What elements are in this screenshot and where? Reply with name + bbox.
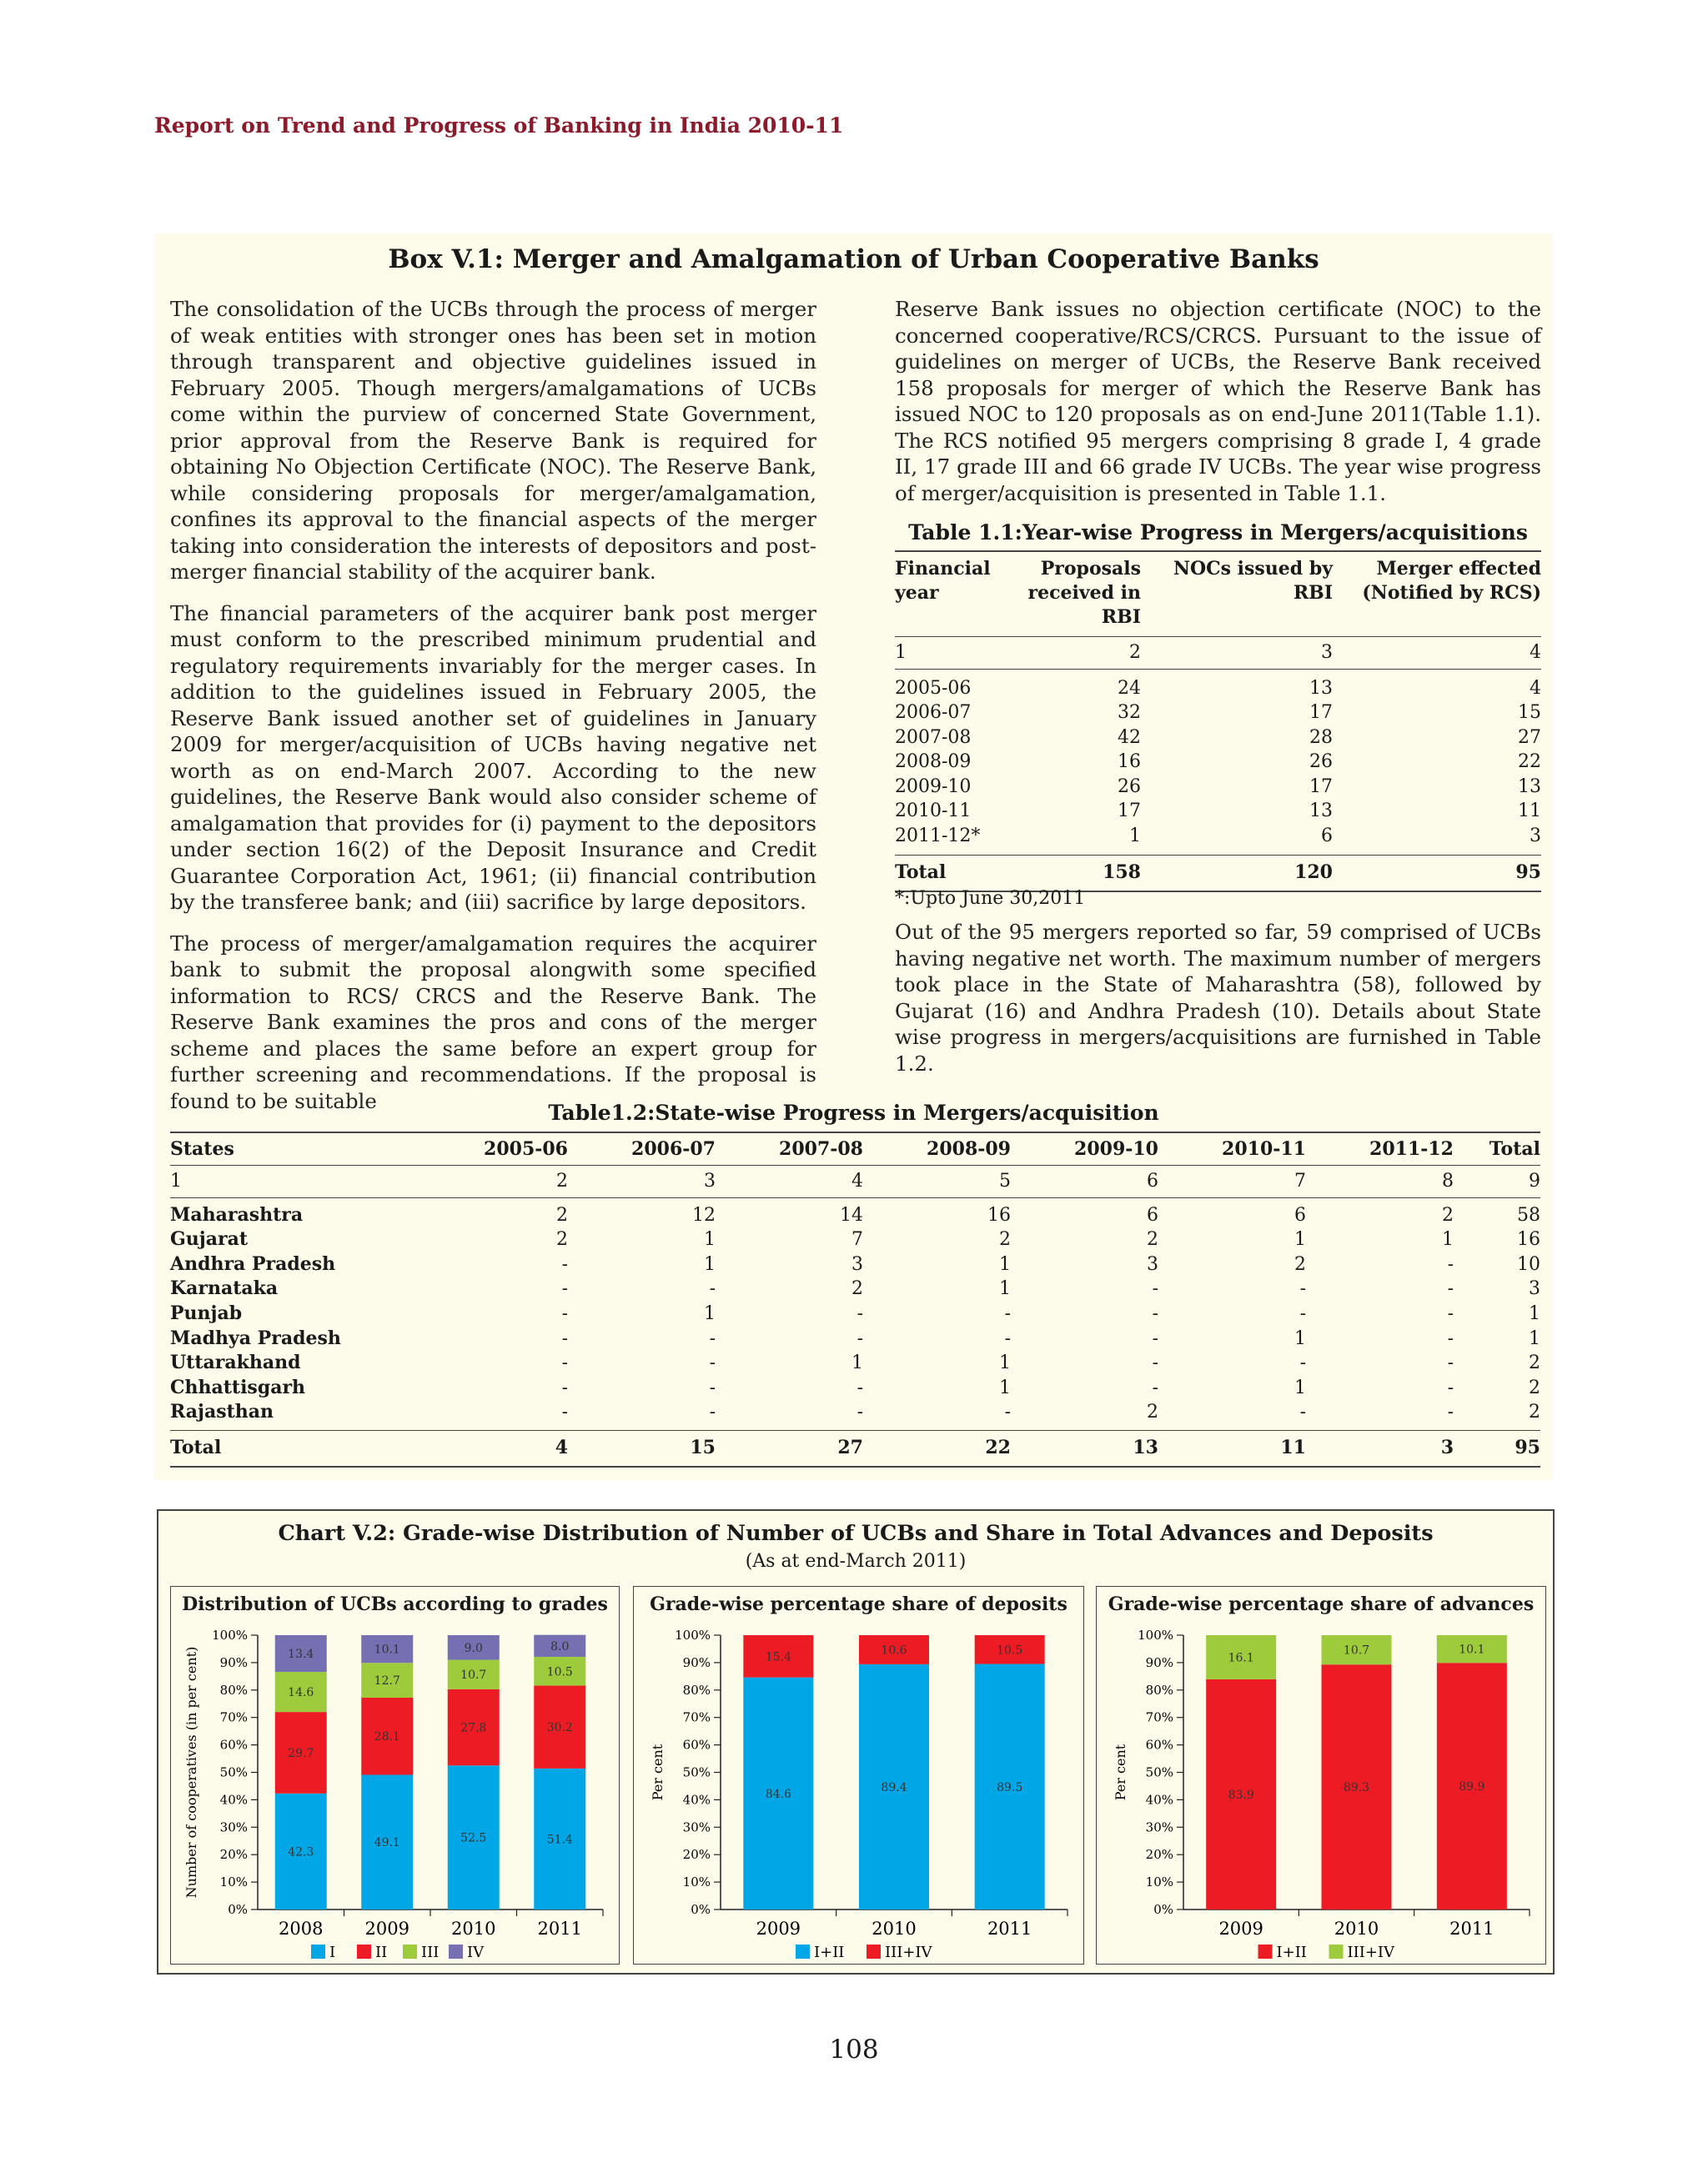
running-head: Report on Trend and Progress of Banking in India 2010-11	[154, 113, 844, 138]
table12-cell: 2	[556, 1171, 568, 1192]
chart-grades-svg	[171, 1587, 618, 1963]
x-tick-label: 2011	[537, 1919, 582, 1939]
table12-cell: 9	[1529, 1171, 1540, 1192]
table12-row	[170, 1376, 1540, 1401]
bar-data-label: 8.0	[550, 1639, 570, 1654]
legend-swatch	[403, 1945, 417, 1959]
bar-data-label: 42.3	[288, 1845, 314, 1859]
table12-cell: 2	[1529, 1377, 1540, 1398]
box-left-column	[170, 296, 816, 1129]
table12-cell: 1	[999, 1377, 1011, 1398]
table12-cell: -	[1299, 1278, 1306, 1300]
bar-data-label: 89.4	[881, 1780, 907, 1794]
y-tick-label: 30%	[1145, 1819, 1173, 1835]
table11-row	[895, 669, 1541, 700]
table12-cell: 1	[1294, 1327, 1306, 1349]
y-tick-label: 90%	[219, 1654, 248, 1670]
table12-total-cell: 13	[1133, 1436, 1158, 1458]
table12-cell: -	[1152, 1302, 1158, 1324]
table12-header: 2006-07	[631, 1138, 716, 1160]
table11-colnum-row	[895, 637, 1541, 670]
table12-cell: -	[857, 1302, 863, 1324]
table11-cell: 32	[1118, 702, 1141, 723]
table12-cell: 2	[1147, 1229, 1158, 1251]
table12-cell: 1	[999, 1253, 1011, 1275]
chart-title: Chart V.2: Grade-wise Distribution of Number of UCBs and Share in Total Advances and Deposits	[278, 1521, 1434, 1546]
bar-data-label: 9.0	[464, 1641, 483, 1655]
y-tick-label: 70%	[1145, 1709, 1173, 1725]
table12-cell: -	[709, 1278, 716, 1300]
y-axis-label: Per cent	[650, 1744, 666, 1801]
bar-data-label: 10.5	[546, 1665, 573, 1679]
y-tick-label: 50%	[682, 1764, 711, 1780]
table12-cell: -	[1447, 1352, 1454, 1374]
table11-cell: 26	[1309, 751, 1333, 772]
bar-data-label: 10.6	[881, 1644, 907, 1658]
y-axis-label: Per cent	[1113, 1744, 1128, 1801]
table12-state-cell: Madhya Pradesh	[170, 1327, 341, 1349]
table11-cell: 4	[1530, 642, 1541, 663]
y-tick-label: 10%	[1145, 1874, 1173, 1890]
table12-total-cell: 27	[837, 1436, 863, 1458]
table12-cell: -	[1152, 1377, 1158, 1398]
right-paragraph-2: Out of the 95 mergers reported so far, 59 comprised of UCBs having negative net worth. The maximum number of mergers took place in the State of Maharashtra (58), followed by Gujarat (16) and Andhra Pradesh (10). Details about State wise progress in mergers/acquisitions are furnished in Table 1.2.	[895, 920, 1541, 1076]
table12-cell: -	[561, 1377, 568, 1398]
table12-total-cell: 4	[555, 1436, 568, 1458]
table12-cell: 58	[1517, 1204, 1540, 1226]
table12-cell: 2	[1147, 1402, 1158, 1423]
table12-state-cell: Maharashtra	[170, 1203, 304, 1226]
table12-cell: -	[1299, 1402, 1306, 1423]
x-tick-label: 2011	[987, 1919, 1032, 1939]
table12-cell: -	[1152, 1352, 1158, 1374]
table11-cell: 1	[895, 642, 907, 663]
table12-header-row	[170, 1132, 1540, 1166]
table12-cell: 1	[999, 1352, 1011, 1374]
table11-row	[895, 750, 1541, 775]
table11	[895, 550, 1541, 892]
table11-row	[895, 799, 1541, 824]
table12-cell: 4	[851, 1171, 863, 1192]
table11-cell: 3	[1530, 825, 1541, 846]
panel-title: Distribution of UCBs according to grades	[182, 1593, 608, 1615]
bar-data-label: 10.7	[1343, 1644, 1370, 1658]
legend-swatch	[1258, 1945, 1273, 1959]
legend-swatch	[1329, 1945, 1344, 1959]
y-tick-label: 100%	[675, 1628, 711, 1643]
legend-label: IV	[467, 1944, 485, 1961]
bar-data-label: 89.5	[997, 1780, 1023, 1794]
legend-label: II	[375, 1944, 388, 1961]
table12-cell: 1	[1529, 1302, 1540, 1324]
x-tick-label: 2009	[1218, 1919, 1263, 1939]
table12-header: Total	[1489, 1138, 1540, 1160]
table11-cell: 4	[1530, 677, 1541, 699]
y-tick-label: 100%	[212, 1628, 248, 1643]
table11-total-row	[895, 856, 1541, 891]
table12-row	[170, 1227, 1540, 1252]
y-tick-label: 40%	[1145, 1792, 1173, 1808]
y-tick-label: 40%	[682, 1792, 711, 1808]
bar-data-label: 28.1	[374, 1730, 400, 1744]
y-tick-label: 20%	[219, 1847, 248, 1863]
table11-cell: 2011-12*	[895, 825, 981, 846]
table12-header: 2008-09	[927, 1138, 1011, 1160]
table11-row	[895, 775, 1541, 800]
x-tick-label: 2011	[1449, 1919, 1494, 1939]
x-tick-label: 2008	[279, 1919, 324, 1939]
box-right-column	[895, 296, 1541, 521]
table11-cell: 17	[1309, 702, 1333, 723]
y-tick-label: 80%	[682, 1682, 711, 1698]
table12-cell: 8	[1442, 1171, 1454, 1192]
table12-cell: 10	[1517, 1253, 1540, 1275]
y-tick-label: 90%	[682, 1654, 711, 1670]
legend-swatch	[449, 1945, 463, 1959]
table12-cell: -	[561, 1352, 568, 1374]
chart-subtitle: (As at end-March 2011)	[745, 1551, 967, 1572]
bar-data-label: 15.4	[765, 1650, 791, 1664]
bar-data-label: 29.7	[288, 1746, 314, 1760]
table11-cell: 28	[1309, 726, 1333, 748]
table12-total-cell: 15	[690, 1436, 716, 1458]
table12-title: Table1.2:State-wise Progress in Mergers/acquisition	[548, 1101, 1159, 1125]
table11-cell: 2009-10	[895, 775, 972, 797]
y-tick-label: 40%	[219, 1792, 248, 1808]
table12-row	[170, 1351, 1540, 1376]
table12-cell: -	[709, 1327, 716, 1349]
table11-row	[895, 700, 1541, 725]
table11-cell: 2	[1129, 642, 1141, 663]
y-tick-label: 60%	[1145, 1737, 1173, 1753]
table12-cell: -	[561, 1253, 568, 1275]
table12-cell: 2	[556, 1204, 568, 1226]
box-right-column-lower	[895, 919, 1541, 1092]
table12-cell: -	[1447, 1278, 1454, 1300]
table12-state-cell: Chhattisgarh	[170, 1376, 306, 1398]
y-tick-label: 10%	[219, 1874, 248, 1890]
legend-label: I	[329, 1944, 336, 1961]
table12-total-cell: 3	[1440, 1436, 1454, 1458]
table11-cell: 17	[1118, 800, 1141, 821]
table11-title: Table 1.1:Year-wise Progress in Mergers/acquisitions	[908, 520, 1528, 545]
bar-data-label: 14.6	[288, 1686, 314, 1700]
y-tick-label: 60%	[682, 1737, 711, 1753]
table11-row	[895, 824, 1541, 856]
bar-data-label: 89.9	[1459, 1780, 1485, 1794]
table12-state-cell: Punjab	[170, 1302, 243, 1324]
table12-row	[170, 1327, 1540, 1352]
bar-data-label: 16.1	[1228, 1651, 1254, 1665]
table12-body	[170, 1166, 1540, 1467]
legend-label: III	[421, 1944, 440, 1961]
page-number: 108	[829, 2035, 879, 2065]
table12	[170, 1132, 1540, 1468]
table11-cell: 16	[1118, 751, 1141, 772]
y-tick-label: 50%	[219, 1764, 248, 1780]
table12-cell: 14	[840, 1204, 863, 1226]
table11-cell: 3	[1321, 642, 1333, 663]
table12-cell: 1	[851, 1352, 863, 1374]
table12-cell: 1	[1294, 1229, 1306, 1251]
y-tick-label: 0%	[228, 1902, 248, 1917]
legend-swatch	[867, 1945, 881, 1959]
table12-row	[170, 1277, 1540, 1302]
table12-cell: -	[709, 1377, 716, 1398]
x-tick-label: 2009	[756, 1919, 801, 1939]
table12-colnum-row	[170, 1166, 1540, 1198]
y-tick-label: 0%	[691, 1902, 711, 1917]
table12-cell: -	[1447, 1327, 1454, 1349]
table12-cell: -	[709, 1352, 716, 1374]
table12-header: 2009-10	[1074, 1138, 1158, 1160]
bar-data-label: 52.5	[460, 1831, 487, 1845]
table11-total-cell: Total	[895, 861, 947, 883]
table11-header-row	[895, 551, 1541, 637]
y-tick-label: 80%	[219, 1682, 248, 1698]
table12-state-cell: Karnataka	[170, 1277, 279, 1300]
table12-cell: 3	[704, 1171, 716, 1192]
table12-state-cell: Rajasthan	[170, 1401, 274, 1423]
y-tick-label: 20%	[682, 1847, 711, 1863]
panel-title: Grade-wise percentage share of advances	[1108, 1593, 1535, 1615]
table12-cell: 2	[1294, 1253, 1306, 1275]
table11-header: Proposals received in RBI	[1027, 558, 1141, 628]
table12-cell: -	[1152, 1327, 1158, 1349]
table12-cell: 3	[1147, 1253, 1158, 1275]
y-tick-label: 80%	[1145, 1682, 1173, 1698]
bar-data-label: 83.9	[1228, 1788, 1254, 1802]
legend-label: I+II	[814, 1944, 845, 1961]
table12-cell: 2	[1529, 1402, 1540, 1423]
table12-cell: 12	[692, 1204, 716, 1226]
table11-row	[895, 725, 1541, 750]
table12-cell: 2	[1442, 1204, 1454, 1226]
table12-cell: -	[709, 1402, 716, 1423]
table12-cell: -	[1004, 1402, 1011, 1423]
bar-data-label: 49.1	[374, 1836, 400, 1850]
table12-cell: -	[857, 1402, 863, 1423]
table12-cell: 1	[999, 1278, 1011, 1300]
chart-deposits-svg	[634, 1587, 1083, 1963]
table12-cell: 1	[170, 1171, 182, 1192]
table12-row	[170, 1400, 1540, 1430]
table12-cell: -	[1447, 1253, 1454, 1275]
table11-cell: 2006-07	[895, 702, 972, 723]
table12-cell: 1	[704, 1302, 716, 1324]
table12-header: 2005-06	[484, 1138, 568, 1160]
table11-header: Merger effected (Notified by RCS)	[1362, 558, 1541, 604]
table12-header: 2010-11	[1222, 1138, 1306, 1160]
table11-cell: 42	[1118, 726, 1141, 748]
bar-data-label: 10.1	[1459, 1643, 1485, 1657]
table11-cell: 2010-11	[895, 800, 972, 821]
table11-cell: 1	[1129, 825, 1141, 846]
y-tick-label: 70%	[219, 1709, 248, 1725]
legend-label: III+IV	[1347, 1944, 1395, 1961]
table12-cell: 2	[999, 1229, 1011, 1251]
bar-data-label: 12.7	[374, 1674, 400, 1689]
y-tick-label: 20%	[1145, 1847, 1173, 1863]
y-tick-label: 100%	[1138, 1628, 1173, 1643]
table12-cell: -	[1152, 1278, 1158, 1300]
table12-cell: 1	[704, 1229, 716, 1251]
y-tick-label: 60%	[219, 1737, 248, 1753]
table12-cell: 3	[851, 1253, 863, 1275]
table12-cell: -	[1299, 1302, 1306, 1324]
table12-total-cell: 95	[1515, 1436, 1540, 1458]
table12-cell: -	[1004, 1327, 1011, 1349]
table11-cell: 2007-08	[895, 726, 972, 748]
table12-cell: -	[1447, 1402, 1454, 1423]
y-tick-label: 90%	[1145, 1654, 1173, 1670]
y-tick-label: 70%	[682, 1709, 711, 1725]
table11-cell: 13	[1309, 677, 1333, 699]
table12-cell: -	[857, 1327, 863, 1349]
left-paragraph-2: The financial parameters of the acquirer bank post merger must conform to the prescribed minimum prudential and regulatory requirements invariably for the merger cases. In addition to the guidelines issued in February 2005, the Reserve Bank issued another set of guidelines in January 2009 for merger/acquisition of UCBs having negative net worth as on end-March 2007. According to the new guidelines, the Reserve Bank would also consider scheme of amalgamation that provides for (i) payment to the depositors under section 16(2) of the Deposit Insurance and Credit Guarantee Corporation Act, 1961; (ii) financial contribution by the transferee bank; and (iii) sacrifice by large depositors.	[170, 600, 816, 914]
table12-row	[170, 1252, 1540, 1277]
table11-header: Financial year	[895, 558, 991, 604]
bar-data-label: 27.8	[460, 1721, 487, 1735]
table12-cell: 3	[1529, 1278, 1540, 1300]
table12-cell: -	[561, 1402, 568, 1423]
table12-state-cell: Gujarat	[170, 1228, 249, 1251]
table12-cell: 1	[1442, 1229, 1454, 1251]
bar-data-label: 10.7	[460, 1669, 487, 1683]
table12-cell: 7	[851, 1229, 863, 1251]
chart-panel-advances	[1096, 1586, 1546, 1965]
table12-total-cell: Total	[170, 1436, 222, 1458]
table12-cell: 1	[1294, 1377, 1306, 1398]
table12-cell: 6	[1147, 1204, 1158, 1226]
table12-cell: -	[561, 1302, 568, 1324]
table11-cell: 6	[1321, 825, 1333, 846]
table12-cell: 2	[851, 1278, 863, 1300]
table12-total-cell: 11	[1280, 1436, 1306, 1458]
y-tick-label: 50%	[1145, 1764, 1173, 1780]
legend-swatch	[311, 1945, 325, 1959]
x-tick-label: 2010	[872, 1919, 917, 1939]
table12-cell: 1	[704, 1253, 716, 1275]
table12-cell: -	[561, 1278, 568, 1300]
y-tick-label: 10%	[682, 1874, 711, 1890]
table11-cell: 26	[1118, 775, 1141, 797]
table12-cell: 5	[999, 1171, 1011, 1192]
table12-cell: -	[1299, 1352, 1306, 1374]
x-tick-label: 2009	[364, 1919, 409, 1939]
table11-cell: 2005-06	[895, 677, 972, 699]
bar-data-label: 84.6	[765, 1787, 791, 1801]
table11-note: *:Upto June 30,2011	[895, 888, 1086, 909]
table11-total-cell: 120	[1294, 861, 1333, 883]
y-tick-label: 30%	[219, 1819, 248, 1835]
bar-data-label: 10.1	[374, 1643, 400, 1657]
x-tick-label: 2010	[451, 1919, 496, 1939]
y-tick-label: 0%	[1153, 1902, 1173, 1917]
table12-cell: -	[857, 1377, 863, 1398]
chart-panel-grades	[170, 1586, 620, 1965]
table11-total-cell: 158	[1103, 861, 1141, 883]
bar-data-label: 30.2	[546, 1721, 573, 1735]
table12-cell: 7	[1294, 1171, 1306, 1192]
table12-cell: 2	[1529, 1352, 1540, 1374]
y-tick-label: 30%	[682, 1819, 711, 1835]
table11-cell: 13	[1309, 800, 1333, 821]
table12-row	[170, 1302, 1540, 1327]
left-paragraph-3: The process of merger/amalgamation requires the acquirer bank to submit the proposal alongwith some specified information to RCS/ CRCS and the Reserve Bank. The Reserve Bank examines the pros and cons of the merger scheme and places the same before an expert group for further screening and recommendations. If the proposal is found to be suitable	[170, 931, 816, 1113]
legend-label: III+IV	[885, 1944, 932, 1961]
table11-header: NOCs issued by RBI	[1173, 558, 1333, 604]
table12-total-cell: 22	[985, 1436, 1011, 1458]
table12-cell: -	[561, 1327, 568, 1349]
table11-cell: 13	[1518, 775, 1541, 797]
table12-cell: 1	[1529, 1327, 1540, 1349]
x-tick-label: 2010	[1334, 1919, 1379, 1939]
table11-cell: 11	[1518, 800, 1541, 821]
table12-state-cell: Uttarakhand	[170, 1352, 301, 1374]
legend-swatch	[357, 1945, 371, 1959]
table11-total-cell: 95	[1515, 861, 1541, 883]
table12-cell: 16	[987, 1204, 1011, 1226]
chart-panel-deposits	[633, 1586, 1084, 1965]
bar-data-label: 13.4	[288, 1648, 314, 1662]
table12-cell: 6	[1147, 1171, 1158, 1192]
panel-title: Grade-wise percentage share of deposits	[650, 1593, 1068, 1615]
left-paragraph-1: The consolidation of the UCBs through the process of merger of weak entities with stronger ones has been set in motion through transparent and objective guidelines issued in February 2005. Though mergers/amalgamations of UCBs come within the purview of concerned State Government, prior approval from the Reserve Bank is required for obtaining No Objection Certificate (NOC). The Reserve Bank, while considering proposals for merger/amalgamation, confines its approval to the financial aspects of the merger taking into consideration the interests of depositors and post-merger financial stability of the acquirer bank.	[170, 297, 816, 584]
table11-body	[895, 637, 1541, 891]
table11-cell: 22	[1518, 751, 1541, 772]
box-title: Box V.1: Merger and Amalgamation of Urban Cooperative Banks	[388, 244, 1319, 274]
table12-cell: 2	[556, 1229, 568, 1251]
table11-cell: 2008-09	[895, 751, 972, 772]
bar-data-label: 89.3	[1343, 1781, 1370, 1795]
table12-cell: 6	[1294, 1204, 1306, 1226]
table12-cell: -	[1447, 1377, 1454, 1398]
table12-header: States	[170, 1138, 234, 1160]
table12-cell: -	[1004, 1302, 1011, 1324]
table11-cell: 27	[1518, 726, 1541, 748]
legend-label: I+II	[1276, 1944, 1307, 1961]
y-axis-label: Number of cooperatives (in per cent)	[183, 1646, 199, 1899]
table11-cell: 17	[1309, 775, 1333, 797]
table12-row	[170, 1197, 1540, 1227]
table12-header: 2011-12	[1369, 1138, 1454, 1160]
table11-cell: 15	[1518, 702, 1541, 723]
table12-cell: 16	[1517, 1229, 1540, 1251]
legend-swatch	[796, 1945, 810, 1959]
table12-total-row	[170, 1430, 1540, 1466]
bar-data-label: 51.4	[546, 1833, 573, 1847]
table12-state-cell: Andhra Pradesh	[170, 1252, 336, 1275]
table12-cell: -	[1447, 1302, 1454, 1324]
table11-cell: 24	[1118, 677, 1141, 699]
table12-header: 2007-08	[779, 1138, 863, 1160]
chart-advances-svg	[1097, 1587, 1545, 1963]
right-paragraph-1: Reserve Bank issues no objection certificate (NOC) to the concerned cooperative/RCS/CRCS. Pursuant to the issue of guidelines on merger of UCBs, the Reserve Bank received 158 proposals for merger of which the Reserve Bank has issued NOC to 120 proposals as on end-June 2011(Table 1.1). The RCS notified 95 mergers comprising 8 grade I, 4 grade II, 17 grade III and 66 grade IV UCBs. The year wise progress of merger/acquisition is presented in Table 1.1.	[895, 297, 1541, 505]
bar-data-label: 10.5	[997, 1644, 1023, 1658]
